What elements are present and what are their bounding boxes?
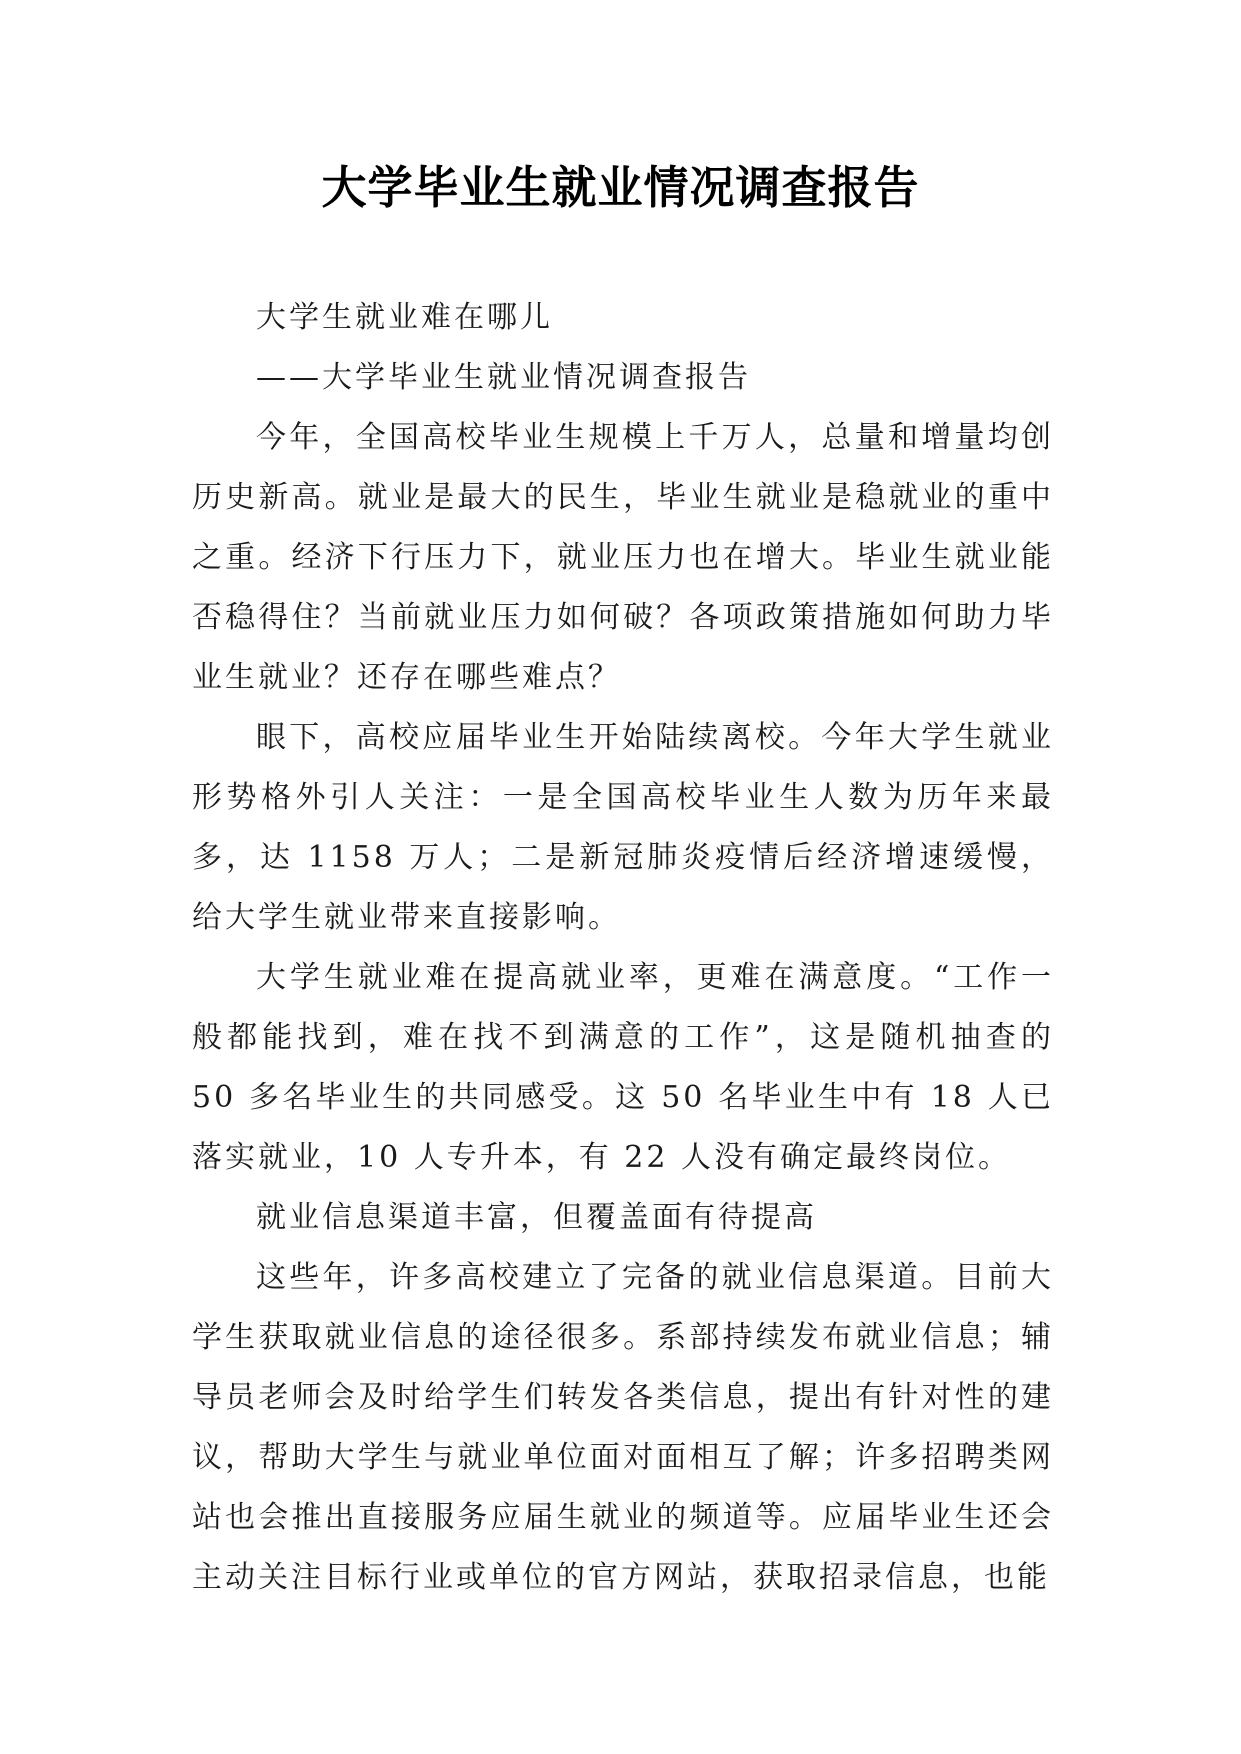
document-title: 大学毕业生就业情况调查报告 bbox=[321, 161, 920, 214]
section-heading: 就业信息渠道丰富，但覆盖面有待提高 bbox=[256, 1200, 817, 1235]
document-body bbox=[192, 288, 1054, 1608]
paragraph: 大学生就业难在提高就业率，更难在满意度。“工作一般都能找到，难在找不到满意的工作”，这是随机抽查的 50 多名毕业生的共同感受。这 50 名毕业生中有 18 人已落实就业，10 人专升本，有 22 人没有确定最终岗位。 bbox=[192, 960, 1054, 1175]
paragraph: 这些年，许多高校建立了完备的就业信息渠道。目前大学生获取就业信息的途径很多。系部持续发布就业信息；辅导员老师会及时给学生们转发各类信息，提出有针对性的建议，帮助大学生与就业单位面对面相互了解；许多招聘类网站也会推出直接服务应届生就业的频道等。应届毕业生还会主动关注目标行业或单位的官方网站，获取招录信息，也能 bbox=[192, 1260, 1054, 1595]
subtitle-line: 大学生就业难在哪儿 bbox=[256, 300, 553, 335]
paragraph: 今年，全国高校毕业生规模上千万人，总量和增量均创历史新高。就业是最大的民生，毕业生就业是稳就业的重中之重。经济下行压力下，就业压力也在增大。毕业生就业能否稳得住？当前就业压力如何破？各项政策措施如何助力毕业生就业？还存在哪些难点？ bbox=[192, 420, 1054, 695]
paragraph: 眼下，高校应届毕业生开始陆续离校。今年大学生就业形势格外引人关注：一是全国高校毕业生人数为历年来最多，达 1158 万人；二是新冠肺炎疫情后经济增速缓慢，给大学生就业带来直接影响。 bbox=[192, 720, 1054, 935]
subtitle-line: ——大学毕业生就业情况调查报告 bbox=[256, 360, 751, 395]
